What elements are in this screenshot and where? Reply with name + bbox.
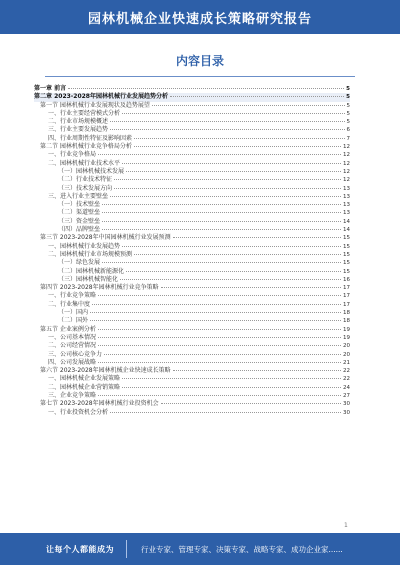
toc-entry-page: 12 [343, 152, 350, 159]
toc-entry-page: 21 [343, 359, 350, 366]
toc-entry-page: 12 [343, 160, 350, 167]
toc-entry-page: 19 [343, 334, 350, 341]
toc-entry-page: 13 [343, 202, 350, 209]
toc-entry-text: 第三节 2023-2028年中国园林机械行业发展预测 [40, 234, 171, 242]
toc-entry-text: （三）技术发展方向 [58, 184, 113, 192]
toc-leader-dots [110, 192, 341, 197]
toc-leader-dots [102, 200, 341, 205]
toc-entry-text: 一、园林机械企业发展策略 [48, 375, 121, 383]
toc-entry-text: 第五节 企业案例分析 [40, 325, 96, 333]
toc-leader-dots [173, 233, 341, 238]
toc-entry-text: 第六节 2023-2028年园林机械企业快速成长策略 [40, 367, 171, 375]
toc-entry-text: 四、公司发展战略 [48, 358, 97, 366]
toc-entry-page: 20 [343, 343, 350, 350]
toc-entry[interactable] [34, 409, 350, 417]
toc-entry-page: 13 [343, 185, 350, 192]
toc-leader-dots [102, 225, 341, 230]
toc-leader-dots [110, 125, 344, 130]
title-divider [45, 76, 355, 77]
toc-entry-page: 5 [346, 119, 350, 126]
toc-entry-text: 三、公司核心竞争力 [48, 350, 103, 358]
toc-leader-dots [134, 250, 341, 255]
toc-entry-text: 第二节 园林机械行业竞争格局分析 [40, 143, 132, 151]
toc-leader-dots [122, 242, 341, 247]
toc-leader-dots [98, 333, 341, 338]
toc-entry-page: 22 [343, 376, 350, 383]
toc-entry-text: 第四节 2023-2028年园林机械行业竞争策略 [40, 284, 159, 292]
toc-entry-text: 二、园林机械行业市场规模预测 [48, 250, 133, 258]
toc-entry-page: 7 [346, 135, 350, 142]
toc-entry-page: 17 [343, 293, 350, 300]
toc-entry-text: （二）国外 [58, 317, 89, 325]
toc-leader-dots [68, 84, 344, 89]
toc-leader-dots [110, 117, 344, 122]
toc-leader-dots [102, 208, 341, 213]
toc-entry-text: （二）行业技术特征 [58, 176, 113, 184]
toc-entry-page: 15 [343, 260, 350, 267]
toc-entry-page: 24 [343, 384, 350, 391]
footer-banner [0, 533, 400, 565]
toc-entry-page: 27 [343, 392, 350, 399]
toc-entry-page: 5 [346, 86, 350, 92]
report-title: 园林机械企业快速成长策略研究报告 [87, 11, 312, 27]
report-title-banner [0, 0, 400, 34]
footer-slogan-left: 让每个人都能成为 [46, 544, 114, 554]
toc-leader-dots [98, 291, 341, 296]
toc-entry-page: 18 [343, 310, 350, 317]
toc-entry-text: 二、园林机械行业技术水平 [48, 159, 121, 167]
toc-entry-page: 19 [343, 326, 350, 333]
toc-entry-page: 13 [343, 210, 350, 217]
toc-leader-dots [90, 316, 341, 321]
toc-entry-text: 二、行业市场规模概述 [48, 118, 109, 126]
toc-entry-text: 三、行业主要发展趋势 [48, 126, 109, 134]
toc-leader-dots [90, 308, 341, 313]
toc-entry-text: 第一节 园林机械行业发展现状及趋势展望 [40, 101, 150, 109]
toc-entry-page: 22 [343, 368, 350, 375]
toc-entry-page: 5 [346, 102, 350, 109]
toc-entry-text: （一）园林机械技术发展 [58, 167, 125, 175]
toc-leader-dots [110, 408, 341, 413]
toc-entry-page: 14 [343, 227, 350, 234]
toc-leader-dots [98, 391, 341, 396]
toc-leader-dots [120, 275, 341, 280]
toc-leader-dots [92, 300, 341, 305]
toc-entry-page: 12 [343, 144, 350, 151]
toc-entry-page: 16 [343, 276, 350, 283]
table-of-contents [34, 85, 350, 417]
toc-entry-page: 12 [343, 168, 350, 175]
toc-title: 内容目录 [175, 54, 224, 68]
toc-entry-page: 13 [343, 193, 350, 200]
toc-entry-text: 二、园林机械企业营销策略 [48, 383, 121, 391]
toc-entry-page: 15 [343, 235, 350, 242]
toc-entry-text: （三）资金壁垒 [58, 217, 101, 225]
toc-leader-dots [170, 92, 344, 97]
toc-entry-page: 15 [343, 243, 350, 250]
footer-slogan-right: 行业专家、管理专家、决策专家、战略专家、成功企业家...... [141, 544, 343, 554]
toc-entry-page: 15 [343, 268, 350, 275]
toc-entry-text: （二）渠道壁垒 [58, 209, 101, 217]
toc-entry-text: 一、行业主要经营模式分析 [48, 109, 121, 117]
toc-entry-text: （三）园林机械智能化 [58, 275, 119, 283]
toc-leader-dots [104, 350, 341, 355]
toc-leader-dots [122, 109, 344, 114]
footer-divider [126, 540, 127, 558]
toc-leader-dots [98, 341, 341, 346]
toc-entry-page: 6 [346, 127, 350, 134]
toc-leader-dots [98, 358, 341, 363]
toc-leader-dots [134, 134, 344, 139]
toc-entry-text: （一）国内 [58, 309, 89, 317]
toc-leader-dots [161, 399, 341, 404]
toc-entry-text: 三、进入行业主要壁垒 [48, 192, 109, 200]
toc-leader-dots [122, 374, 341, 379]
toc-entry-text: 一、行业竞争格局 [48, 151, 97, 159]
toc-entry-page: 17 [343, 285, 350, 292]
toc-leader-dots [122, 383, 341, 388]
toc-entry-text: 第七节 2023-2028年园林机械行业投资机会 [40, 400, 159, 408]
toc-entry-page: 15 [343, 251, 350, 258]
toc-leader-dots [161, 283, 341, 288]
toc-leader-dots [102, 258, 341, 263]
toc-entry-text: 第二章 2023-2028年园林机械行业发展趋势分析 [34, 93, 168, 101]
toc-entry-page: 30 [343, 409, 350, 416]
toc-leader-dots [114, 184, 341, 189]
page-number: 1 [344, 522, 348, 529]
toc-entry-text: 一、公司基本情况 [48, 333, 97, 341]
toc-entry-text: （一）技术壁垒 [58, 201, 101, 209]
toc-entry-text: 一、园林机械行业发展趋势 [48, 242, 121, 250]
toc-entry-text: 二、行业集中度 [48, 300, 91, 308]
toc-entry-text: 一、行业竞争策略 [48, 292, 97, 300]
toc-leader-dots [102, 217, 341, 222]
toc-leader-dots [98, 325, 341, 330]
toc-entry-page: 14 [343, 218, 350, 225]
toc-entry-text: （二）园林机械新能源化 [58, 267, 125, 275]
toc-entry-text: 二、公司经营情况 [48, 342, 97, 350]
toc-leader-dots [126, 167, 341, 172]
toc-entry-page: 5 [346, 94, 350, 101]
toc-entry-page: 5 [346, 110, 350, 117]
toc-leader-dots [152, 101, 345, 106]
toc-leader-dots [173, 366, 341, 371]
toc-entry-text: 第一章 前言 [34, 85, 67, 92]
toc-entry-page: 18 [343, 318, 350, 325]
toc-leader-dots [134, 142, 341, 147]
toc-entry-text: （四）品牌壁垒 [58, 226, 101, 234]
toc-entry-text: 一、行业投资机会分析 [48, 408, 109, 416]
toc-entry-text: （一）绿色发展 [58, 259, 101, 267]
toc-leader-dots [126, 267, 341, 272]
toc-entry-page: 12 [343, 177, 350, 184]
toc-entry-text: 三、企业竞争策略 [48, 391, 97, 399]
toc-entry-page: 30 [343, 401, 350, 408]
toc-entry-page: 17 [343, 301, 350, 308]
toc-leader-dots [114, 175, 341, 180]
toc-entry-page: 20 [343, 351, 350, 358]
toc-leader-dots [122, 159, 341, 164]
toc-entry-text: 四、行业周期性特征及影响因素 [48, 134, 133, 142]
toc-leader-dots [98, 150, 341, 155]
